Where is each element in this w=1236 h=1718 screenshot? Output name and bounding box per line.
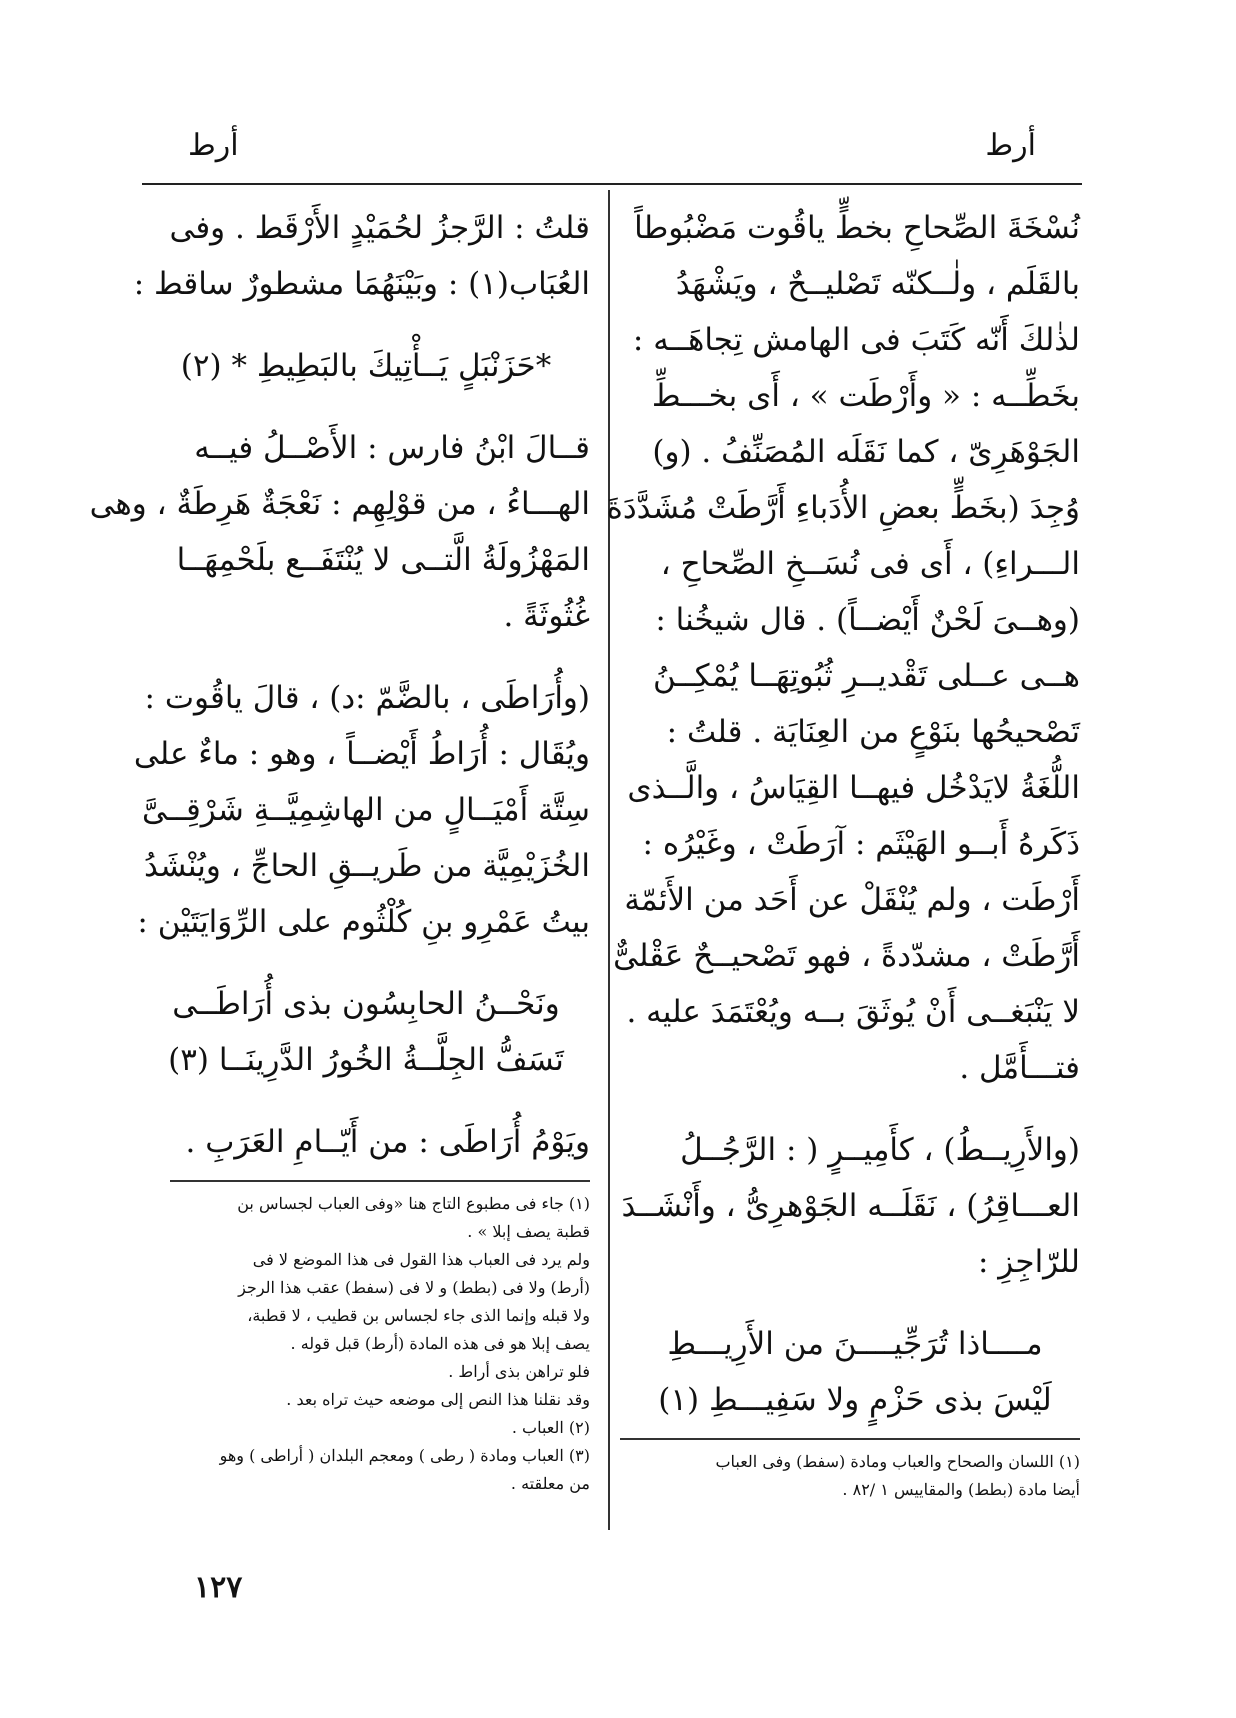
footnote-line: يصف إبلا هو فى هذه المادة (أرط) قبل قوله .	[290, 1334, 590, 1353]
right-line: أَرَّطَتْ ، مشدّدةً ، فهو تَصْحيــحٌ عَقْلىٌّ	[613, 938, 1080, 974]
left-line: المَهْزُولَةُ الَّتــى لا يُنْتَفَــع بلَحْمِهَــا	[176, 542, 590, 578]
header-rule	[142, 183, 1082, 185]
verse-line: تَسَفُّ الجِلَّــةُ الخُورُ الدَّرِينَــا (٣)	[168, 1042, 564, 1078]
right-line: أَرْطَت ، ولم يُنْقَلْ عن أَحَد من الأَئمّة	[624, 882, 1080, 918]
footnote-line: من معلقته .	[510, 1474, 590, 1493]
paragraph-gap	[142, 312, 590, 338]
right-line: لا يَنْبَغــى أَنْ يُوثَقَ بــه ويُعْتَمَدَ عليه .	[626, 994, 1080, 1030]
footnote-line: ولم يرد فى العباب هذا القول فى هذا الموضع لا فى	[252, 1250, 590, 1269]
right-line: الجَوْهَرِىّ ، كما نَقَلَه المُصَنِّفُ . (و)	[652, 434, 1080, 470]
right-line: بخَطِّــه : « وأَرْطَت » ، أَى بخـــطِّ	[651, 378, 1080, 414]
footnote-rule	[170, 1180, 590, 1182]
footnote-line: ولا قبله وإنما الذى جاء لجساس بن قطيب ، لا قطبة،	[247, 1306, 590, 1325]
footnote-line: (٢) العباب .	[511, 1418, 590, 1437]
running-head-left: أرط	[188, 128, 239, 163]
footnote-line: أيضا مادة (بطط) والمقاييس ١ /٨٢ .	[842, 1480, 1080, 1499]
left-line: قــالَ ابْنُ فارس : الأَصْــلُ فيــه	[194, 430, 590, 466]
left-line: سِتَّة أَمْيَــالٍ من الهاشِمِيَّــةِ شَرْقِــىَّ	[141, 792, 590, 828]
left-line: ويَوْمُ أُرَاطَى : من أَيّــامِ العَرَبِ .	[185, 1124, 590, 1160]
verse-line: *حَزَنْبَلٍ يَــأْتِيكَ بالبَطِيطِ * (٢)	[180, 348, 552, 384]
footnote-line: (١) اللسان والصحاح والعباب ومادة (سفط) وفى العباب	[715, 1452, 1080, 1471]
right-column	[606, 200, 1080, 1504]
footnote-rule	[620, 1438, 1080, 1440]
right-line: الـــراءِ) ، أَى فى نُسَــخِ الصِّحاحِ ،	[660, 546, 1080, 582]
right-line: نُسْخَةَ الصِّحاحِ بخطٍّ ياقُوت مَضْبُوطاً	[634, 210, 1080, 246]
left-line: الهـــاءُ ، من قوْلِهِم : نَعْجَةٌ هَرِطَةٌ ، وهى	[89, 486, 590, 522]
column-divider	[608, 190, 610, 1530]
left-line: العُبَاب(١) : وبَيْنَهُمَا مشطورٌ ساقط :	[133, 266, 590, 302]
right-line: للرّاجِزِ :	[978, 1244, 1080, 1280]
left-column	[89, 200, 590, 1498]
footnote-line: (١) جاء فى مطبوع التاج هنا «وفى العباب لجساس بن	[237, 1194, 590, 1213]
right-line: (وهــىَ لَحْنٌ أَيْضــاً) . قال شيخُنا :	[655, 602, 1080, 638]
right-line: ذَكَرهُ أَبــو الهَيْثَم : آرَطَتْ ، وغَيْرُه :	[642, 826, 1080, 862]
page-number: ١٢٧	[194, 1570, 243, 1605]
right-line: هــى عــلى تَقْديــرِ ثُبُوتِهَــا يُمْكِــنُ	[653, 658, 1080, 694]
right-line: لذٰلكَ أَنّه كَتَبَ فى الهامش تِجاهَــه :	[632, 322, 1080, 358]
left-line: الخُزَيْمِيَّة من طَريــقِ الحاجِّ ، ويُنْشَدُ	[143, 848, 590, 884]
footnote-line: قطبة يصف إبلا » .	[467, 1222, 590, 1241]
paragraph-gap	[142, 1088, 590, 1114]
right-line: تَصْحيحُها بنَوْعٍ من العِنَايَة . قلتُ :	[666, 714, 1080, 750]
footnote-line: (٣) العباب ومادة ( رطى ) ومعجم البلدان ( أراطى ) وهو	[219, 1446, 590, 1465]
left-line: (وأُرَاطَى ، بالضَّمّ :د) ، قالَ ياقُوت :	[144, 680, 590, 716]
right-line: وُجِدَ (بخَطٍّ بعضِ الأُدَباءِ أَرَّطَتْ مُشَدَّدَةَ	[606, 490, 1080, 526]
verse-line: لَيْسَ بذى حَزْمٍ ولا سَفِيـــطِ (١)	[658, 1382, 1052, 1418]
left-line: بيتُ عَمْرِو بنِ كُلْثُوم على الرِّوَايَتَيْن :	[137, 904, 590, 940]
footnote-line: (أرط) ولا فى (بطط) و لا فى (سفط) عقب هذا الرجز	[238, 1278, 590, 1297]
paragraph-gap	[142, 644, 590, 670]
verse-line: ونَحْــنُ الحابِسُون بذى أُرَاطَــى	[172, 986, 560, 1022]
paragraph-gap	[142, 394, 590, 420]
right-line: فتـــأَمَّل .	[959, 1050, 1080, 1086]
paragraph-gap	[630, 1096, 1080, 1122]
right-line: (والأَرِيــطُ) ، كأَمِيــرٍ ( : الرَّجُــلُ	[680, 1132, 1080, 1168]
footnote-line: فلو تراهن بذى أراط .	[448, 1362, 590, 1381]
verse-line: مــــاذا تُرَجِّيــــنَ من الأَرِيـــطِ	[667, 1326, 1043, 1362]
left-line: قلتُ : الرَّجزُ لحُمَيْدٍ الأَرْقَط . وفى	[169, 210, 590, 246]
paragraph-gap	[630, 1290, 1080, 1316]
right-line: العـــاقِرُ) ، نَقَلَــه الجَوْهرِىُّ ، وأَنْشَــدَ	[621, 1188, 1080, 1224]
running-head-right: أرط	[985, 128, 1036, 163]
footnote-line: وقد نقلنا هذا النص إلى موضعه حيث تراه بعد .	[286, 1390, 590, 1409]
right-line: اللُّغَةُ لايَدْخُل فيهــا القِيَاسُ ، والَّــذى	[627, 770, 1080, 806]
left-line: ويُقَال : أُرَاطُ أَيْضــاً ، وهو : ماءٌ على	[133, 736, 590, 772]
paragraph-gap	[142, 950, 590, 976]
left-line: غُثُوثَةً .	[503, 598, 590, 634]
right-line: بالقَلَم ، ولٰــكنّه تَصْليــحٌ ، ويَشْهَدُ	[675, 266, 1080, 302]
